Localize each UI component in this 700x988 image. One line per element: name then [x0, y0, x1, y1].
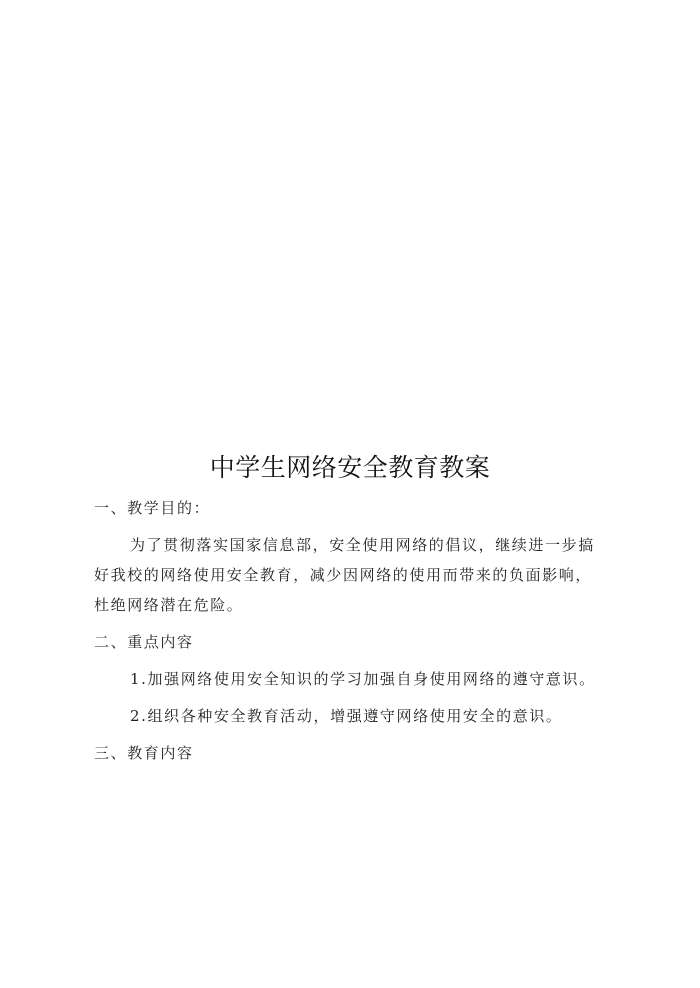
- section-1-paragraph: 为了贯彻落实国家信息部，安全使用网络的倡议，继续进一步搞好我校的网络使用安全教育，减少因网络的使用而带来的负面影响，杜绝网络潜在危险。: [94, 536, 595, 614]
- document-body: [94, 493, 606, 775]
- section-2-item-1: 1.加强网络使用安全知识的学习加强自身使用网络的遵守意识。: [130, 670, 596, 688]
- section-1-heading: 一、教学目的：: [94, 499, 211, 517]
- section-2-heading: 二、重点内容: [94, 633, 194, 651]
- document-title: 中学生网络安全教育教案: [209, 453, 491, 482]
- section-3-heading: 三、教育内容: [94, 744, 194, 762]
- section-2-item-2: 2.组织各种安全教育活动，增强遵守网络使用安全的意识。: [130, 707, 563, 725]
